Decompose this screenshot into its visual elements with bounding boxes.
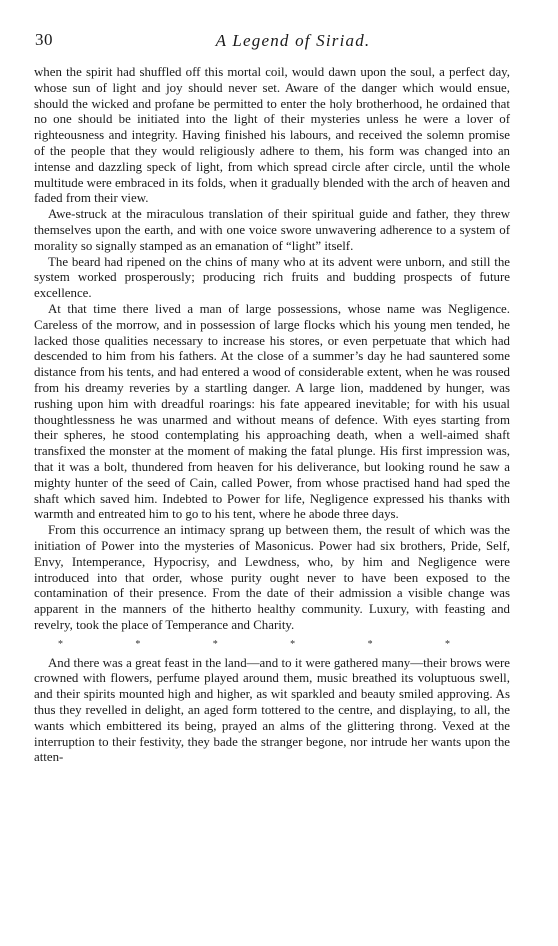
- separator-star: *: [212, 638, 218, 650]
- page-number: 30: [35, 30, 53, 49]
- separator-star: *: [444, 638, 450, 650]
- paragraph: At that time there lived a man of large possessions, whose name was Negligence. Careless of the morrow, and in possession of large flocks which his young men tended, he lacked those qualities necessary to increase his stores, or even perpetuate that which had descended to him from his fathers. At the close of a summer’s day he had sauntered some distance from his tents, and had entered a wood of considerable extent, when he was roused from his dreamy reveries by a startling danger. A large lion, maddened by hunger, was rushing upon him with dreadful roarings: his fate appeared inevitable; for with his usual thoughtlessness he was unarmed and without means of defence. With eyes starting from their spheres, he stood contemplating his approaching death, when a well-aimed shaft transfixed the monster at the moment of making the fatal plunge. His first impression was, that it was a bolt, thundered from heaven for his deliverance, but looking round he saw a mighty hunter of the seed of Cain, called Power, from whose practised hand had sped the shaft which saved him. Indebted to Power for life, Negligence expressed his thanks with warmth and entreated him to go to his tent, where he abode three days.: [34, 301, 510, 522]
- paragraph: The beard had ripened on the chins of many who at its advent were unborn, and still the system worked prosperously; producing rich fruits and budding prospects of future excellence.: [34, 254, 510, 301]
- separator-star: *: [135, 638, 141, 650]
- paragraph: And there was a great feast in the land—and to it were gathered many—their brows were crowned with flowers, perfume played around them, music breathed its voluptuous swell, and their spirits mounted high and higher, as wit sparkled and beauty smiled approving. As thus they revelled in delight, an aged form tottered to the centre, and displaying, to all, the wants which embittered its being, prayed an alms of the glittering throng. Vexed at the interruption to their festivity, they bade the stranger begone, nor intrude her wants upon the atten-: [34, 655, 510, 765]
- paragraph: From this occurrence an intimacy sprang up between them, the result of which was the initiation of Power into the mysteries of Masonicus. Power had six brothers, Pride, Self, Envy, Intemperance, Hypocrisy, and Lewdness, who, by him and Negligence were introduced into that order, whose purity ought never to have been exposed to the contamination of their presence. From the date of their admission a visible change was apparent in the manners of the hitherto healthy community. Luxury, with feasting and revelry, took the place of Temperance and Charity.: [34, 523, 510, 632]
- paragraph: Awe-struck at the miraculous translation of their spiritual guide and father, they threw themselves upon the earth, and with one voice swore unwavering adherence to a system of morality so signally stamped as an emanation of “light” itself.: [34, 207, 510, 253]
- section-separator: [34, 634, 510, 656]
- page-header: [0, 30, 558, 54]
- body-text: [34, 65, 510, 766]
- running-title: A Legend of Siriad.: [215, 31, 371, 50]
- paragraph: when the spirit had shuffled off this mortal coil, would dawn upon the soul, a perfect day, whose sun of light and joy should never set. Aware of the danger which would ensue, should the wicked and profane be permitted to enter the holy brotherhood, he ordained that no one should be initiated into the light of their mysteries unless he were a lover of righteousness and integrity. Having finished his labours, and received the solemn promise of the people that they would religiously adhere to them, his form was changed into an intense and dazzling speck of light, from which spread circle after circle, until the whole multitude were embraced in its folds, when it gradually blended with the arch of heaven and faded from their view.: [34, 65, 510, 206]
- separator-star: *: [58, 638, 63, 650]
- separator-star: *: [367, 638, 373, 650]
- separator-star: *: [290, 638, 296, 650]
